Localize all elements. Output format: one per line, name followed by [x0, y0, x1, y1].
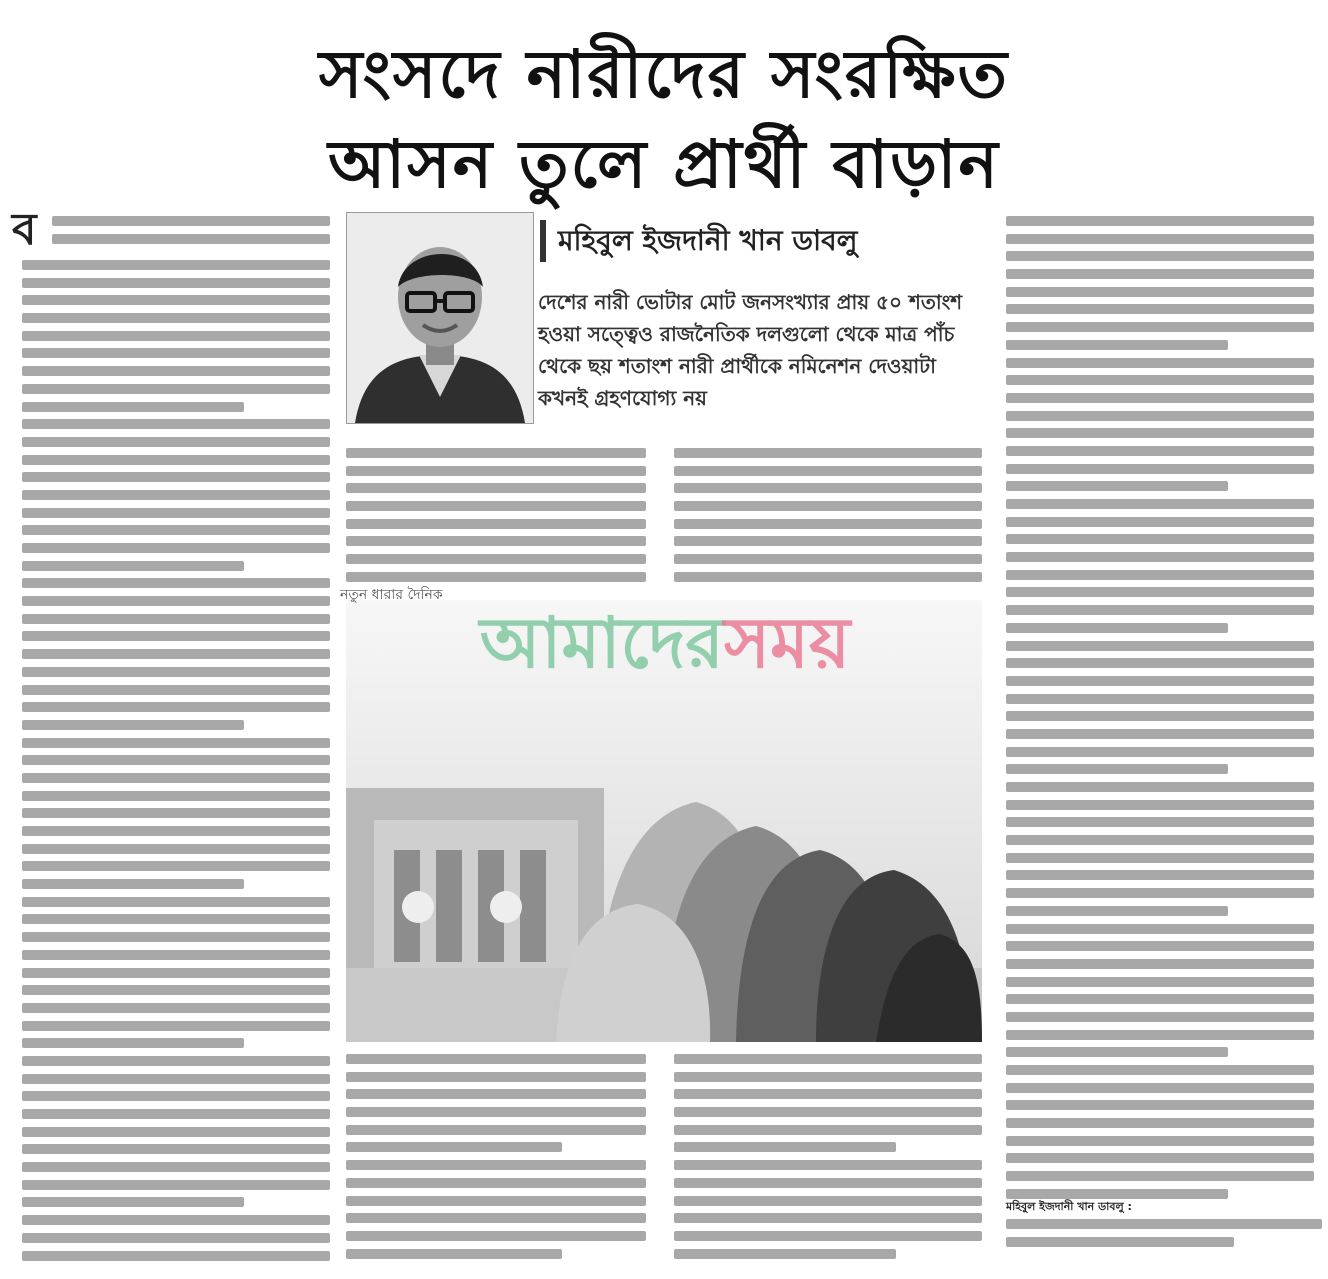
text-line — [1006, 1153, 1314, 1163]
body-column-3-lower — [674, 1054, 982, 1266]
text-line — [1006, 234, 1314, 244]
text-line — [1006, 358, 1314, 368]
text-line — [346, 572, 646, 582]
text-line — [22, 667, 330, 677]
text-line — [346, 1196, 646, 1206]
text-line — [674, 466, 982, 476]
text-line — [22, 596, 330, 606]
text-line — [346, 1142, 562, 1152]
text-line — [1006, 304, 1314, 314]
text-line — [22, 844, 330, 854]
bio-line — [1006, 1219, 1322, 1229]
text-line — [1006, 464, 1314, 474]
text-line — [22, 313, 330, 323]
text-line — [22, 366, 330, 376]
text-line — [1006, 216, 1314, 226]
text-line — [674, 536, 982, 546]
text-line — [674, 1107, 982, 1117]
text-line — [1006, 287, 1314, 297]
text-line — [22, 861, 330, 871]
text-line — [1006, 888, 1314, 898]
text-line — [346, 519, 646, 529]
text-line — [22, 490, 330, 500]
text-line — [674, 572, 982, 582]
text-line — [22, 1180, 330, 1190]
text-line — [22, 1038, 244, 1048]
text-line — [22, 455, 330, 465]
text-line — [1006, 269, 1314, 279]
text-line — [22, 1233, 330, 1243]
text-line — [1006, 446, 1314, 456]
text-line — [22, 1162, 330, 1172]
text-line — [674, 1125, 982, 1135]
bio-line — [1006, 1237, 1234, 1247]
text-line — [22, 826, 330, 836]
text-line — [22, 1144, 330, 1154]
text-line — [1006, 1065, 1314, 1075]
text-line — [22, 968, 330, 978]
text-line — [674, 554, 982, 564]
text-line — [22, 720, 244, 730]
text-line — [1006, 1083, 1314, 1093]
text-line — [1006, 570, 1314, 580]
text-line — [22, 419, 330, 429]
text-line — [22, 631, 330, 641]
text-line — [22, 384, 330, 394]
text-line — [674, 1072, 982, 1082]
text-line — [22, 437, 330, 447]
author-bio-lines — [1006, 1219, 1322, 1247]
text-line — [1006, 322, 1314, 332]
text-line — [22, 897, 330, 907]
text-line — [1006, 1047, 1228, 1057]
text-line — [22, 578, 330, 588]
text-line — [1006, 340, 1228, 350]
text-line — [674, 1213, 982, 1223]
text-line — [1006, 587, 1314, 597]
text-line — [1006, 499, 1314, 509]
text-line — [22, 985, 330, 995]
text-line — [22, 525, 330, 535]
text-line — [1006, 782, 1314, 792]
text-line — [22, 1003, 330, 1013]
text-line — [22, 1091, 330, 1101]
text-line — [346, 1213, 646, 1223]
text-line — [22, 614, 330, 624]
text-line — [1006, 534, 1314, 544]
text-line — [22, 950, 330, 960]
text-line — [22, 1215, 330, 1225]
author-bio-name: মহিবুল ইজদানী খান ডাবলু : — [1006, 1200, 1132, 1213]
text-line — [1006, 1100, 1314, 1110]
text-line — [1006, 994, 1314, 1004]
body-column-3-upper — [674, 448, 982, 590]
body-column-4 — [1006, 216, 1314, 1207]
text-line — [674, 448, 982, 458]
text-line — [1006, 729, 1314, 739]
text-line — [1006, 251, 1314, 261]
text-line — [1006, 623, 1228, 633]
text-line — [22, 649, 330, 659]
text-line — [346, 466, 646, 476]
text-line — [1006, 428, 1314, 438]
text-line — [22, 773, 330, 783]
text-line — [22, 1127, 330, 1137]
author-photo — [346, 212, 534, 424]
text-line — [674, 501, 982, 511]
masthead-tagline: নতুন ধারার দৈনিক — [340, 587, 443, 603]
masthead-logo — [330, 597, 1000, 689]
text-line — [346, 448, 646, 458]
text-line — [1006, 694, 1314, 704]
text-line — [22, 543, 330, 553]
text-line — [22, 1021, 330, 1031]
text-line — [22, 702, 330, 712]
headline-line-2: আসন তুলে প্রার্থী বাড়ান — [328, 126, 1000, 203]
author-bio — [1006, 1198, 1322, 1254]
text-line — [346, 1107, 646, 1117]
headline — [0, 30, 1328, 210]
text-line — [674, 519, 982, 529]
text-line — [22, 932, 330, 942]
text-line — [674, 483, 982, 493]
text-line — [674, 1231, 982, 1241]
text-line — [1006, 977, 1314, 987]
text-line — [1006, 517, 1314, 527]
text-line — [22, 791, 330, 801]
headline-line-1: সংসদে নারীদের সংরক্ষিত — [318, 36, 1010, 113]
text-line — [346, 501, 646, 511]
text-line — [22, 738, 330, 748]
text-line — [1006, 481, 1228, 491]
masthead-part-2: সময় — [723, 602, 851, 684]
text-line — [1006, 641, 1314, 651]
text-line — [346, 1089, 646, 1099]
text-line — [674, 1089, 982, 1099]
text-line — [22, 755, 330, 765]
text-line — [1006, 711, 1314, 721]
text-line — [1006, 870, 1314, 880]
text-line — [22, 402, 244, 412]
text-line — [52, 234, 330, 244]
text-line — [22, 808, 330, 818]
body-column-2-lower — [346, 1054, 646, 1266]
text-line — [346, 1249, 562, 1259]
text-line — [22, 472, 330, 482]
text-line — [1006, 658, 1314, 668]
byline: মহিবুল ইজদানী খান ডাবলু — [540, 220, 970, 262]
text-line — [346, 1054, 646, 1064]
text-line — [22, 278, 330, 288]
text-line — [1006, 375, 1314, 385]
text-line — [22, 685, 330, 695]
text-line — [1006, 411, 1314, 421]
drop-cap: ব — [12, 204, 37, 255]
text-line — [22, 1197, 244, 1207]
text-line — [22, 1056, 330, 1066]
text-line — [674, 1249, 896, 1259]
text-line — [1006, 764, 1228, 774]
text-line — [346, 1125, 646, 1135]
text-line — [22, 295, 330, 305]
text-line — [346, 1160, 646, 1170]
text-line — [346, 483, 646, 493]
text-line — [1006, 835, 1314, 845]
text-line — [22, 561, 244, 571]
text-line — [1006, 393, 1314, 403]
text-line — [346, 536, 646, 546]
text-line — [1006, 747, 1314, 757]
text-line — [674, 1160, 982, 1170]
text-line — [1006, 1171, 1314, 1181]
text-line — [1006, 1118, 1314, 1128]
text-line — [1006, 1012, 1314, 1022]
text-line — [1006, 676, 1314, 686]
text-line — [1006, 941, 1314, 951]
text-line — [346, 1231, 646, 1241]
text-line — [22, 879, 244, 889]
body-column-1 — [52, 216, 330, 251]
text-line — [22, 348, 330, 358]
text-line — [1006, 1136, 1314, 1146]
text-line — [22, 331, 330, 341]
body-column-1-lower — [22, 260, 330, 1268]
text-line — [1006, 924, 1314, 934]
text-line — [346, 1072, 646, 1082]
text-line — [52, 216, 330, 226]
text-line — [1006, 552, 1314, 562]
text-line — [346, 1178, 646, 1188]
text-line — [22, 260, 330, 270]
text-line — [674, 1178, 982, 1188]
text-line — [22, 1074, 330, 1084]
text-line — [1006, 959, 1314, 969]
text-line — [22, 1251, 330, 1261]
text-line — [22, 508, 330, 518]
text-line — [674, 1196, 982, 1206]
text-line — [674, 1142, 896, 1152]
text-line — [22, 1109, 330, 1119]
text-line — [346, 554, 646, 564]
text-line — [22, 914, 330, 924]
masthead-part-1: আমাদের — [479, 602, 724, 684]
text-line — [1006, 906, 1228, 916]
text-line — [674, 1054, 982, 1064]
pull-quote: দেশের নারী ভোটার মোট জনসংখ্যার প্রায় ৫০ শতাংশ হওয়া সত্ত্বেও রাজনৈতিক দলগুলো থেকে মাত্র পাঁচ থেকে ছয় শতাংশ নারী প্রার্থীকে নমিনেশন দেওয়াটা কখনই গ্রহণযোগ্য নয় — [538, 290, 963, 410]
text-line — [1006, 817, 1314, 827]
body-column-2-upper — [346, 448, 646, 590]
text-line — [1006, 1030, 1314, 1040]
text-line — [1006, 605, 1314, 615]
text-line — [1006, 800, 1314, 810]
author-portrait-icon — [347, 213, 533, 423]
text-line — [1006, 853, 1314, 863]
